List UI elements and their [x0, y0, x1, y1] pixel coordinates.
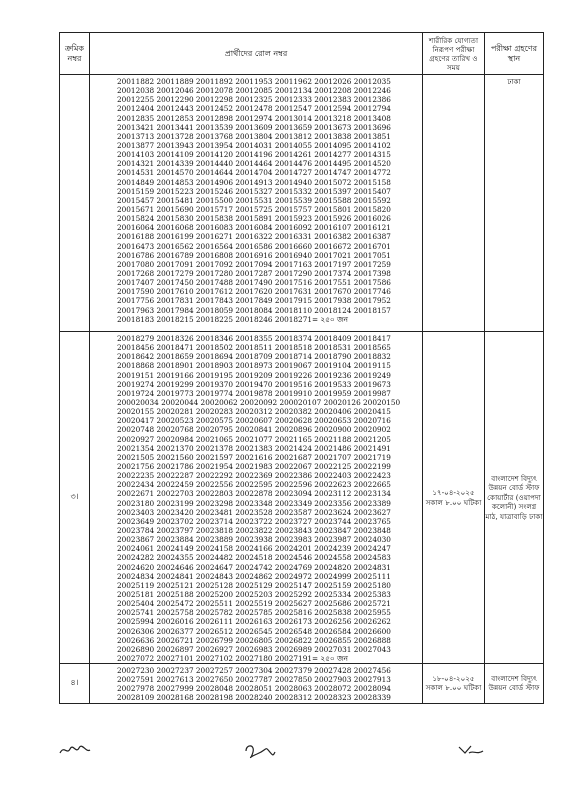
roll-line: 20017080 20017091 20017092 20017094 20017163 20017197 20017259 [117, 259, 391, 269]
roll-line: 20020417 20020523 20020575 20020607 20020628 20020653 20020716 [117, 416, 391, 426]
roll-line: 20015159 20015223 20015246 20015327 20015332 20015397 20015407 [117, 186, 391, 196]
roll-line: 20016473 20016562 20016564 20016586 20016660 20016672 20016701 [117, 241, 391, 251]
roll-line: 20018183 20018215 20018225 20018246 20018271= ২৫০ জন [117, 314, 348, 324]
header-exam-date-time: শারীরিক যোগ্যতা নিরূপণ পরীক্ষা গ্রহণের তারিখ ও সময় [423, 33, 485, 75]
roll-line: 20020748 20020768 20020795 20020841 20020896 20020900 20020902 [117, 425, 391, 435]
roll-line: 20018642 20018659 20018694 20018709 20018714 20018790 20018832 [117, 352, 391, 362]
header-rolls: প্রার্থীদের রোল নম্বর [90, 33, 423, 75]
roll-line: 20012255 20012290 20012298 20012325 20012333 20012383 20012386 [117, 95, 391, 105]
roll-line: 20024834 20024841 20024843 20024862 20024972 20024999 20025111 [117, 571, 391, 581]
roll-line: 20021505 20021560 20021597 20021616 20021687 20021707 20021719 [117, 452, 391, 462]
place-cell [485, 75, 544, 332]
roll-line: 20025741 20025758 20025782 20025785 20025816 20025838 20025955 [117, 608, 391, 618]
roll-line: 200020034 20020044 20020062 20020092 200020107 20020126 20020150 [117, 397, 401, 407]
roll-line: 20013877 20013943 20013954 20014031 20014055 20014095 20014102 [117, 140, 391, 150]
exam-date: ১৭-০৪-২০২৫ [432, 488, 475, 498]
roll-line: 20023403 20023420 20023481 20023528 20023587 20023624 20023627 [117, 507, 391, 517]
table-header-row [60, 33, 544, 75]
roll-line: 20023180 20023199 20023298 20023348 20023349 20023356 20023389 [117, 498, 391, 508]
roll-line: 20020155 20020281 20020283 20020312 20020382 20020406 20020415 [117, 407, 391, 417]
roll-line: 20028109 20028168 20028198 20028240 20028312 20028323 20028339 [117, 693, 391, 703]
date-time-cell [423, 664, 485, 704]
place-text: বাংলাদেশ বিদ্যুৎ উন্নয়ন বোর্ড স্টাফ কোয়ার্টার (ওয়াপদা কলোনী) সংলগ্ন মাঠ, যাত্রাবাড়ি ঢাকা [485, 473, 543, 521]
date-time-cell [423, 332, 485, 664]
exam-time: সকাল ৮.০০ ঘটিকা [425, 497, 482, 507]
roll-line: 20017590 20017610 20017612 20017620 20017631 20017670 20017746 [117, 287, 391, 297]
roll-line: 20027230 20027237 20027257 20027304 20027379 20027428 20027456 [117, 666, 391, 676]
roll-line: 20016188 20016199 20016271 20016322 20016331 20016382 20016387 [117, 232, 391, 242]
roll-line: 20018279 20018326 20018346 20018355 20018374 20018409 20018417 [117, 334, 391, 343]
roll-line: 20027978 20027999 20028048 20028051 20028063 20028072 20028094 [117, 684, 391, 694]
roll-line: 20014103 20014109 20014120 20014196 20014261 20014277 20014315 [117, 150, 391, 160]
roll-table [59, 32, 544, 704]
roll-line: 20012038 20012046 20012078 20012085 20012134 20012208 20012246 [117, 86, 391, 96]
serial-number: ৩। [70, 492, 79, 502]
header-serial: ক্রমিক নম্বর [60, 33, 90, 75]
roll-line: 20013713 20013728 20013768 20013804 20013812 20013838 20013851 [117, 131, 391, 141]
date-time-cell [423, 75, 485, 332]
roll-line: 20025181 20025188 20025200 20025203 20025292 20025334 20025383 [117, 589, 391, 599]
roll-line: 20018868 20018901 20018903 20018973 20019067 20019104 20019115 [117, 361, 391, 371]
roll-line: 20012404 20012443 20012452 20012478 20012547 20012594 20012794 [117, 104, 391, 114]
roll-line: 20021756 20021786 20021954 20021983 20022067 20022125 20022199 [117, 461, 391, 471]
roll-line: 20022235 20022287 20022292 20022369 20022386 20022403 20022423 [117, 471, 391, 481]
roll-line: 20023784 20023797 20023818 20023822 20023843 20023847 20023848 [117, 525, 391, 535]
roll-line: 20024282 20024355 20024482 20024518 20024546 20024558 20024583 [117, 553, 391, 563]
signature-right [457, 743, 485, 757]
roll-line: 20019274 20019299 20019370 20019470 20019516 20019533 20019673 [117, 379, 391, 389]
roll-line: 20016786 20016789 20016808 20016916 20016940 20017021 20017051 [117, 250, 391, 260]
roll-numbers-cell [90, 75, 423, 332]
header-exam-place: পরীক্ষা গ্রহণের স্থান [485, 33, 544, 75]
roll-line: 20027591 20027613 20027650 20027787 20027850 20027903 20027913 [117, 675, 391, 685]
roll-line: 20022671 20022703 20022803 20022878 20023094 20023112 20023134 [117, 489, 391, 499]
exam-time: সকাল ৮.০০ ঘটিকা [425, 683, 482, 693]
place-cell [485, 332, 544, 664]
roll-line: 20020927 20020984 20021065 20021077 20021165 20021188 20021205 [117, 434, 391, 444]
roll-line: 20023867 20023884 20023889 20023938 20023983 20023987 20024030 [117, 535, 391, 545]
roll-line: 20018456 20018471 20018502 20018511 20018518 20018531 20018565 [117, 343, 391, 353]
roll-line: 20015671 20015690 20015717 20015725 20015757 20015801 20015820 [117, 204, 391, 214]
roll-line: 20024620 20024646 20024647 20024742 20024769 20024820 20024831 [117, 562, 391, 572]
roll-line: 20017963 20017984 20018059 20018084 20018110 20018124 20018157 [117, 305, 391, 315]
roll-line: 20012835 20012853 20012898 20012974 20013014 20013218 20013408 [117, 113, 391, 123]
roll-line: 20026306 20026377 20026512 20026545 20026548 20026584 20026600 [117, 626, 391, 636]
roll-line: 20023649 20023702 20023714 20023722 20023727 20023744 20023765 [117, 516, 391, 526]
roll-numbers-cell [90, 332, 423, 664]
roll-line: 20014321 20014339 20014440 20014464 20014476 20014495 20014520 [117, 159, 391, 169]
roll-line: 20013421 20013441 20013539 20013609 20013659 20013673 20013696 [117, 122, 391, 132]
serial-cell [60, 664, 90, 704]
table-row [60, 75, 544, 332]
serial-cell [60, 332, 90, 664]
roll-line: 20025404 20025472 20025511 20025519 20025627 20025686 20025721 [117, 599, 391, 609]
roll-line: 20017407 20017450 20017488 20017490 20017516 20017551 20017586 [117, 278, 391, 288]
signature-left [58, 742, 92, 758]
exam-date: ১৮-০৪-২০২৫ [432, 673, 475, 683]
roll-line: 20014531 20014570 20014644 20014704 20014727 20014747 20014772 [117, 168, 391, 178]
roll-numbers-cell [90, 664, 423, 704]
roll-line: 20019724 20019773 20019774 20019878 20019910 20019959 20019987 [117, 388, 391, 398]
roll-line: 20027072 20027101 20027102 20027180 20027191= ২৫০ জন [117, 653, 348, 663]
roll-line: 20025994 20026016 20026111 20026163 20026173 20026256 20026262 [117, 617, 391, 627]
roll-line: 20015457 20015481 20015500 20015531 20015539 20015588 20015592 [117, 195, 391, 205]
roll-line: 20017268 20017279 20017280 20017287 20017290 20017374 20017398 [117, 268, 391, 278]
roll-line: 20014849 20014853 20014906 20014913 20014940 20015072 20015158 [117, 177, 391, 187]
roll-line: 20017756 20017831 20017843 20017849 20017915 20017938 20017952 [117, 296, 391, 306]
place-text: ঢাকা [507, 77, 521, 86]
signature-middle [243, 742, 277, 760]
roll-line: 20015824 20015830 20015838 20015891 20015923 20015926 20016026 [117, 214, 391, 224]
roll-line: 20024061 20024149 20024158 20024166 20024201 20024239 20024247 [117, 544, 391, 554]
roll-line: 20019151 20019166 20019195 20019209 20019226 20019236 20019249 [117, 370, 391, 380]
serial-cell [60, 75, 90, 332]
serial-number: ৪। [70, 677, 79, 687]
roll-line: 20022434 20022459 20022556 20022595 20022596 20022623 20022665 [117, 480, 391, 490]
table-row [60, 332, 544, 664]
table-row [60, 664, 544, 704]
roll-line: 20025119 20025121 20025128 20025129 20025147 20025159 20025180 [117, 580, 391, 590]
roll-line: 20011882 20011889 20011892 20011953 20011962 20012026 20012035 [117, 77, 391, 86]
roll-line: 20026890 20026897 20026927 20026983 20026989 20027031 20027043 [117, 644, 391, 654]
roll-line: 20026636 20026721 20026799 20026805 20026822 20026855 20026888 [117, 635, 391, 645]
roll-line: 20021354 20021370 20021378 20021383 20021424 20021486 20021491 [117, 443, 391, 453]
roll-line: 20016064 20016068 20016083 20016084 20016092 20016107 20016121 [117, 223, 391, 233]
place-text: বাংলাদেশ বিদ্যুৎ উন্নয়ন বোর্ড স্টাফ [488, 673, 540, 693]
place-cell [485, 664, 544, 704]
